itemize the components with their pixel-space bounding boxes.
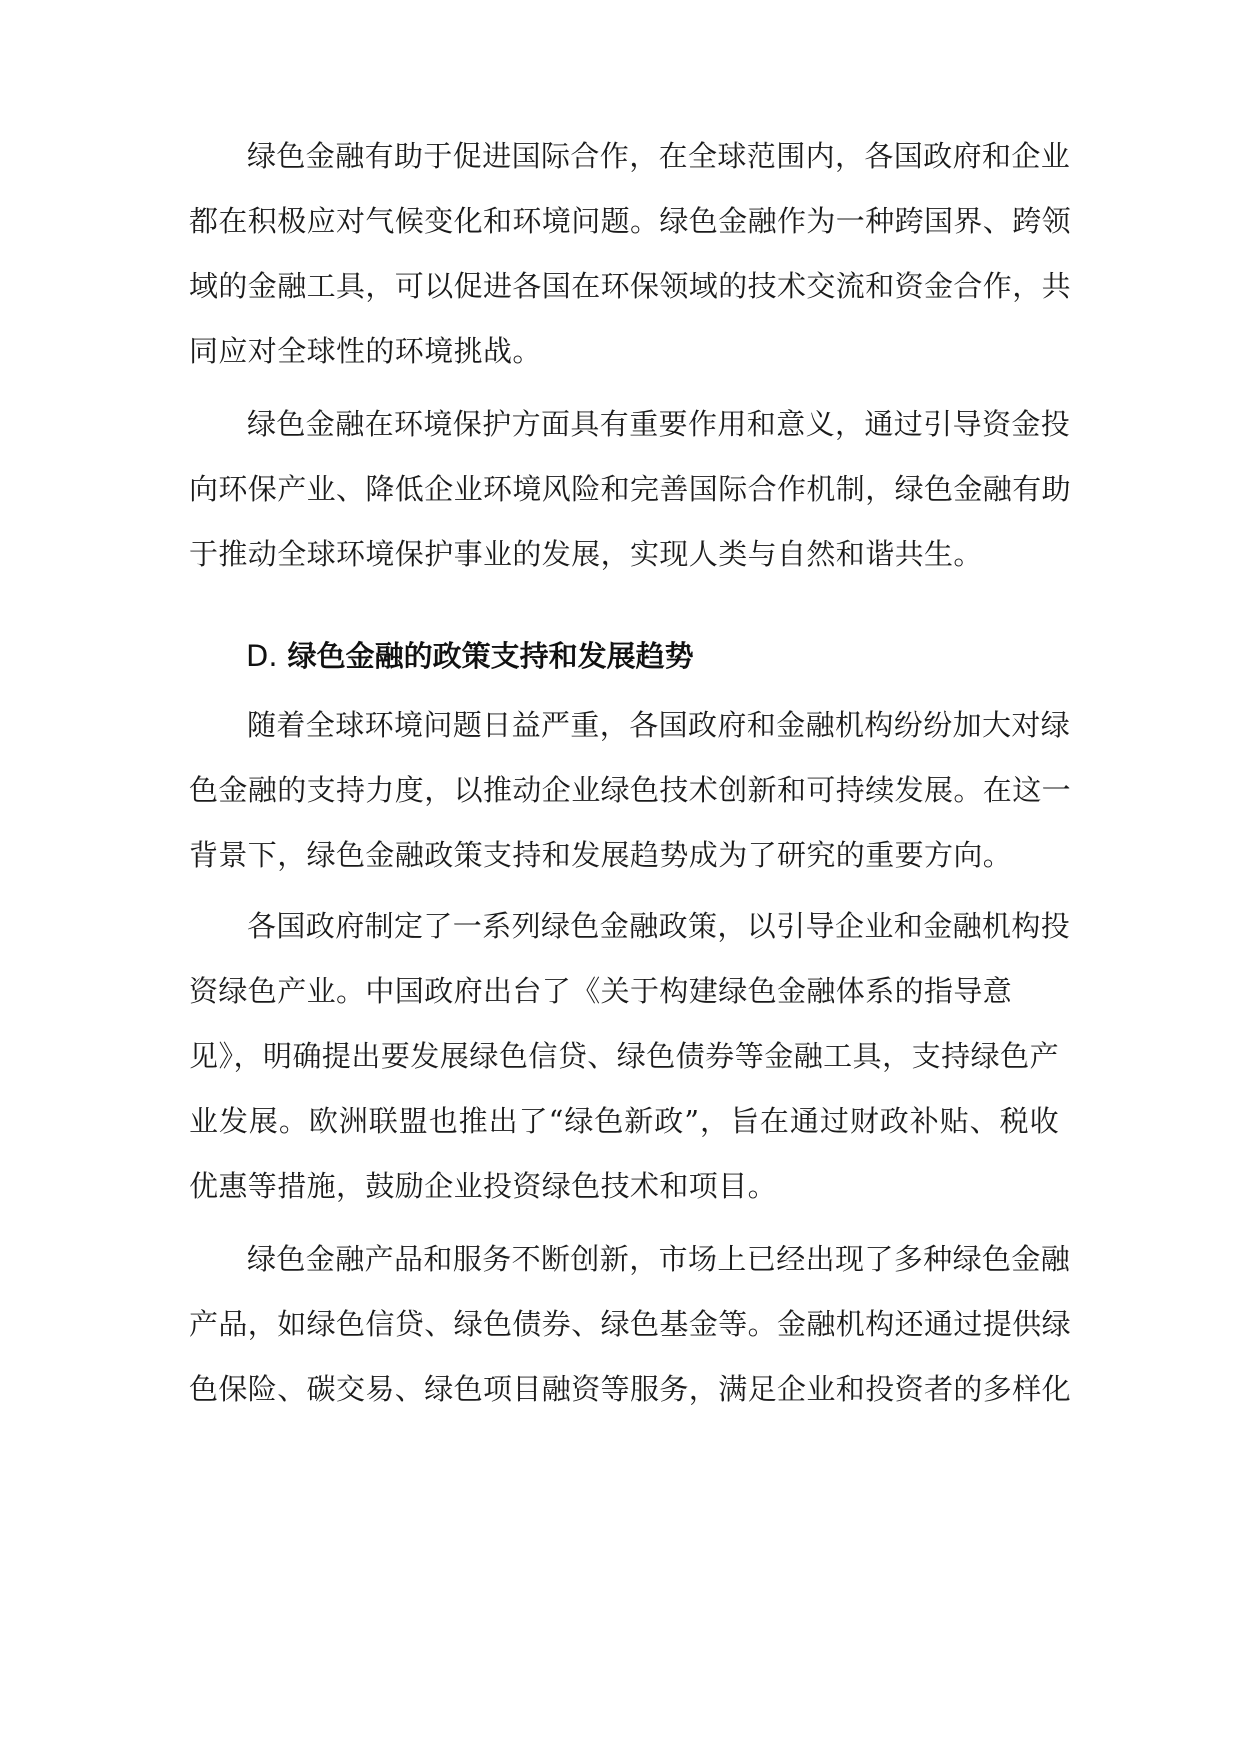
paragraph-line: 色金融的支持力度，以推动企业绿色技术创新和可持续发展。在这一 xyxy=(189,773,1072,807)
paragraph-line: 背景下，绿色金融政策支持和发展趋势成为了研究的重要方向。 xyxy=(189,838,1013,872)
paragraph-line: 于推动全球环境保护事业的发展，实现人类与自然和谐共生。 xyxy=(189,537,983,571)
section-title: 绿色金融的政策支持和发展趋势 xyxy=(287,639,694,673)
paragraph-line: 资绿色产业。中国政府出台了《关于构建绿色金融体系的指导意 xyxy=(189,974,1013,1008)
paragraph-line: 随着全球环境问题日益严重，各国政府和金融机构纷纷加大对绿 xyxy=(247,708,1071,742)
paragraph-line: 绿色金融在环境保护方面具有重要作用和意义，通过引导资金投 xyxy=(247,407,1071,441)
section-number: D. xyxy=(246,639,278,673)
paragraph-line: 优惠等措施，鼓励企业投资绿色技术和项目。 xyxy=(189,1169,778,1203)
section-heading xyxy=(246,636,946,676)
paragraph-line: 色保险、碳交易、绿色项目融资等服务，满足企业和投资者的多样化 xyxy=(189,1372,1072,1406)
paragraph-line: 各国政府制定了一系列绿色金融政策，以引导企业和金融机构投 xyxy=(247,909,1071,943)
paragraph-line: 向环保产业、降低企业环境风险和完善国际合作机制，绿色金融有助 xyxy=(189,472,1072,506)
paragraph-line: 业发展。欧洲联盟也推出了“绿色新政”，旨在通过财政补贴、税收 xyxy=(189,1104,1059,1138)
paragraph-line: 都在积极应对气候变化和环境问题。绿色金融作为一种跨国界、跨领 xyxy=(189,204,1072,238)
paragraph-line: 见》，明确提出要发展绿色信贷、绿色债券等金融工具，支持绿色产 xyxy=(189,1039,1059,1073)
paragraph-line: 同应对全球性的环境挑战。 xyxy=(189,334,542,368)
paragraph-line: 绿色金融产品和服务不断创新，市场上已经出现了多种绿色金融 xyxy=(247,1242,1071,1276)
paragraph-line: 产品，如绿色信贷、绿色债券、绿色基金等。金融机构还通过提供绿 xyxy=(189,1307,1072,1341)
paragraph-line: 域的金融工具，可以促进各国在环保领域的技术交流和资金合作，共 xyxy=(189,269,1072,303)
paragraph-line: 绿色金融有助于促进国际合作，在全球范围内，各国政府和企业 xyxy=(247,139,1071,173)
